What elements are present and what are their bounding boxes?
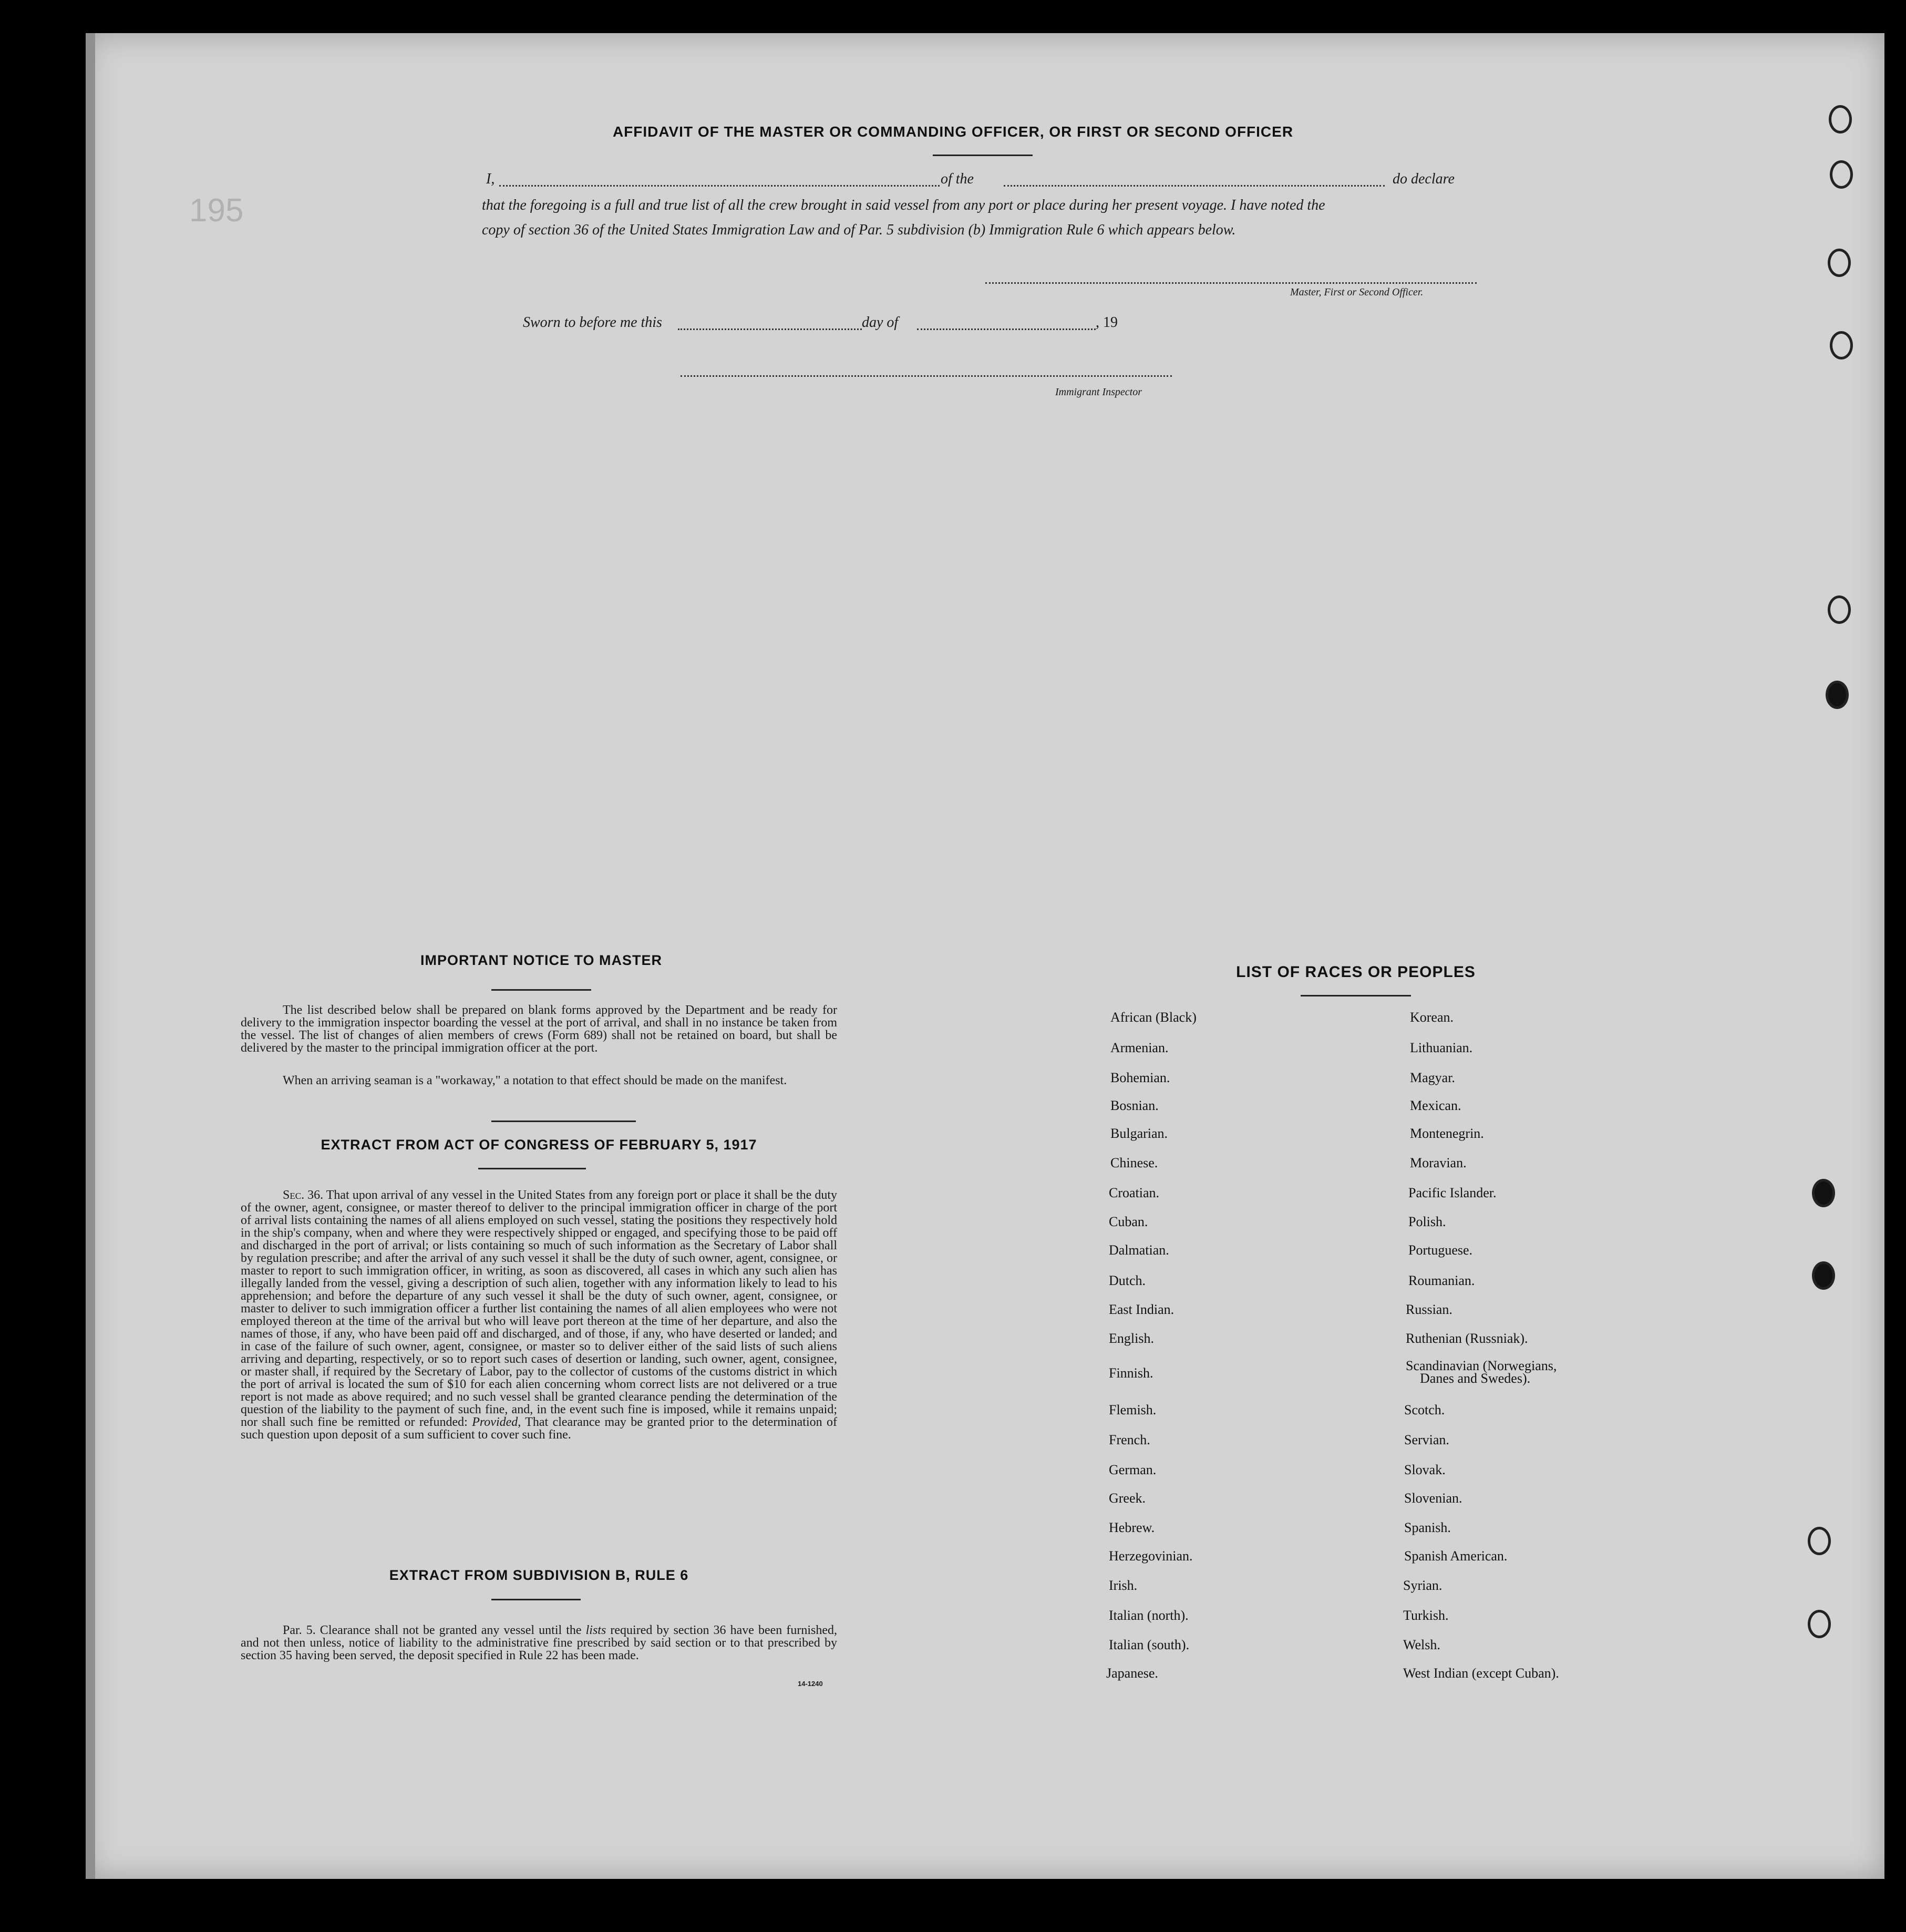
race-item: German. — [1109, 1462, 1157, 1477]
race-item-continuation: Danes and Swedes). — [1420, 1371, 1531, 1386]
divider — [1301, 995, 1411, 996]
race-item: Hebrew. — [1109, 1520, 1155, 1535]
inspector-signature-line — [681, 375, 1172, 377]
day-of-text: day of — [862, 314, 899, 331]
race-item: Italian (north). — [1109, 1608, 1189, 1623]
race-item: Portuguese. — [1408, 1242, 1473, 1258]
provided-word: Provided, — [472, 1415, 521, 1429]
race-item: Scandinavian (Norwegians, — [1406, 1358, 1557, 1373]
race-item: Mexican. — [1410, 1098, 1461, 1113]
section-text: That upon arrival of any vessel in the United States from any foreign port or place it shall be the duty of the owner, agent, consignee, or master thereof to deliver to the principal immigration officer in charge of the port of arrival lists containing the names of all aliens employed on such vessel, stating the positions they respectively hold in the ship's company, when and where they were respectively shipped or engaged, and specifying those to be paid off and discharged in the port of arrival; or lists containing so much of such information as the Secretary of Labor shall by regulation prescribe; and after the arrival of any such vessel it shall be the duty of such owner, agent, consignee, or master to report to such immigration officer, in writing, as soon as discovered, all cases in which any such alien has illegally landed from the vessel, giving a description of such alien, together with any information likely to lead to his apprehension; and before the departure of any such vessel it shall be the duty of such owner, agent, consignee, or master to deliver to such immigration officer a further list containing the names of all alien employees who were not employed thereon at the time of the arrival but who will leave port thereon at the time of her departure, and also the names of those, if any, who have been paid off and discharged, and of those, if any, who have deserted or landed; and in case of the failure of such owner, agent, consignee, or master so to deliver either of the said lists of such aliens arriving and departing, respectively, or so to report such cases of desertion or landing, such owner, agent, consignee, or master shall, if required by the Secretary of Labor, pay to the collector of customs of the customs district in which the port of arrival is located the sum of $10 for each alien concerning whom correct lists are not delivered or a true report is not made as above required; and no such vessel shall be granted clearance pending the determination of the question of the liability to the payment of such fine, and, in the event such fine is imposed, while it remains unpaid; nor shall such fine be remitted or refunded: — [241, 1188, 838, 1429]
affidavit-line-2: that the foregoing is a full and true list of all the crew brought in said vessel from any port or place during her present voyage. I have noted the — [482, 197, 1325, 213]
binder-hole — [1830, 160, 1853, 189]
page-edge — [86, 33, 95, 1879]
rule-text-end: required by section 36 have been furnished, and not then unless, notice of liability to the administrative fine prescribed by said section or to that prescribed by section 35 having been served, the deposit specified in Rule 22 has been made. — [241, 1623, 838, 1662]
race-item: Croatian. — [1109, 1185, 1160, 1200]
race-item: West Indian (except Cuban). — [1403, 1666, 1559, 1681]
race-item: Cuban. — [1109, 1214, 1148, 1229]
binder-hole — [1828, 249, 1851, 277]
margin-page-number: 195 — [189, 192, 244, 229]
binder-hole — [1812, 1179, 1835, 1207]
race-item: Korean. — [1410, 1010, 1454, 1025]
section-label: Sec. 36. — [283, 1188, 324, 1202]
act-section-36 — [241, 1189, 837, 1441]
race-item: Montenegrin. — [1410, 1126, 1484, 1141]
race-item: Herzegovinian. — [1109, 1548, 1193, 1564]
vessel-blank — [1004, 185, 1385, 187]
race-item: Lithuanian. — [1410, 1040, 1473, 1055]
race-item: Bohemian. — [1110, 1070, 1170, 1085]
race-item: Slovenian. — [1404, 1491, 1462, 1506]
race-item: English. — [1109, 1331, 1154, 1346]
race-item: Italian (south). — [1109, 1637, 1190, 1652]
binder-hole — [1830, 331, 1853, 359]
race-item: Turkish. — [1403, 1608, 1449, 1623]
race-item: Flemish. — [1109, 1402, 1157, 1417]
rule-paragraph — [241, 1624, 837, 1662]
race-item: Chinese. — [1110, 1155, 1158, 1170]
race-item: East Indian. — [1109, 1302, 1174, 1317]
race-item: Greek. — [1109, 1491, 1146, 1506]
year-prefix: , 19 — [1096, 314, 1118, 331]
race-item: Spanish. — [1404, 1520, 1451, 1535]
race-item: Japanese. — [1106, 1666, 1158, 1681]
race-item: Magyar. — [1410, 1070, 1455, 1085]
race-item: Moravian. — [1410, 1155, 1467, 1170]
race-item: Welsh. — [1403, 1637, 1440, 1652]
race-item: French. — [1109, 1432, 1150, 1447]
affidavit-line-of: of the — [941, 171, 974, 187]
race-item: Russian. — [1406, 1302, 1452, 1317]
race-item: Servian. — [1404, 1432, 1449, 1447]
race-item: Bulgarian. — [1110, 1126, 1168, 1141]
sworn-month-blank — [917, 328, 1096, 330]
divider — [933, 155, 1033, 156]
affidavit-line-declare: do declare — [1393, 171, 1455, 187]
affidavit-line-3: copy of section 36 of the United States Immigration Law and of Par. 5 subdivision (b) Immigration Rule 6 which appears below. — [482, 222, 1236, 238]
race-item: Slovak. — [1404, 1462, 1446, 1477]
notice-title: IMPORTANT NOTICE TO MASTER — [420, 952, 662, 968]
race-item: Pacific Islander. — [1408, 1185, 1497, 1200]
race-item: Spanish American. — [1404, 1548, 1508, 1564]
notice-paragraph-1: The list described below shall be prepared on blank forms approved by the Department and be ready for delivery to the immigration inspector boarding the vessel at the port of arrival, and shall in no instance be taken from the vessel. The list of changes of alien members of crews (Form 689) shall not be retained on board, but shall be delivered by the master to the principal immigration officer at the port. — [241, 1003, 837, 1055]
divider — [491, 1599, 581, 1600]
form-number: 14-1240 — [798, 1680, 823, 1688]
notice-paragraph-2: When an arriving seaman is a "workaway," a notation to that effect should be made on the manifest. — [283, 1074, 787, 1087]
races-title: LIST OF RACES OR PEOPLES — [1236, 963, 1476, 981]
name-blank — [499, 185, 940, 187]
divider — [491, 1121, 636, 1122]
lists-word: lists — [585, 1623, 606, 1637]
divider — [491, 989, 591, 991]
rule-text-start: Par. 5. Clearance shall not be granted any vessel until the — [283, 1623, 582, 1637]
binder-hole — [1828, 595, 1851, 624]
sworn-day-blank — [678, 328, 862, 330]
race-item: Dutch. — [1109, 1273, 1146, 1288]
act-extract-title: EXTRACT FROM ACT OF CONGRESS OF FEBRUARY 5, 1917 — [321, 1137, 757, 1153]
race-item: Scotch. — [1404, 1402, 1445, 1417]
section-text-end: That clearance may be granted prior to the determination of such question upon deposit of a sum sufficient to cover such fine. — [241, 1415, 838, 1442]
race-item: Polish. — [1408, 1214, 1446, 1229]
race-item: Bosnian. — [1110, 1098, 1159, 1113]
race-item: Dalmatian. — [1109, 1242, 1169, 1258]
race-item: Irish. — [1109, 1578, 1138, 1593]
binder-hole — [1812, 1261, 1835, 1290]
affidavit-line-i: I, — [486, 171, 495, 187]
race-item: Ruthenian (Russniak). — [1406, 1331, 1528, 1346]
rule-extract-title: EXTRACT FROM SUBDIVISION B, RULE 6 — [389, 1567, 689, 1583]
inspector-label: Immigrant Inspector — [1055, 386, 1142, 398]
race-item: Finnish. — [1109, 1365, 1153, 1381]
binder-hole — [1808, 1610, 1831, 1638]
master-signature-line — [985, 282, 1477, 284]
binder-hole — [1826, 681, 1849, 709]
race-item: Syrian. — [1403, 1578, 1443, 1593]
affidavit-title: AFFIDAVIT OF THE MASTER OR COMMANDING OFFICER, OR FIRST OR SECOND OFFICER — [612, 124, 1294, 140]
sworn-text: Sworn to before me this — [523, 314, 662, 331]
divider — [478, 1168, 586, 1169]
binder-hole — [1808, 1527, 1831, 1555]
race-item: Roumanian. — [1408, 1273, 1475, 1288]
race-item: African (Black) — [1110, 1010, 1197, 1025]
master-signature-label: Master, First or Second Officer. — [1290, 286, 1424, 298]
race-item: Armenian. — [1110, 1040, 1169, 1055]
